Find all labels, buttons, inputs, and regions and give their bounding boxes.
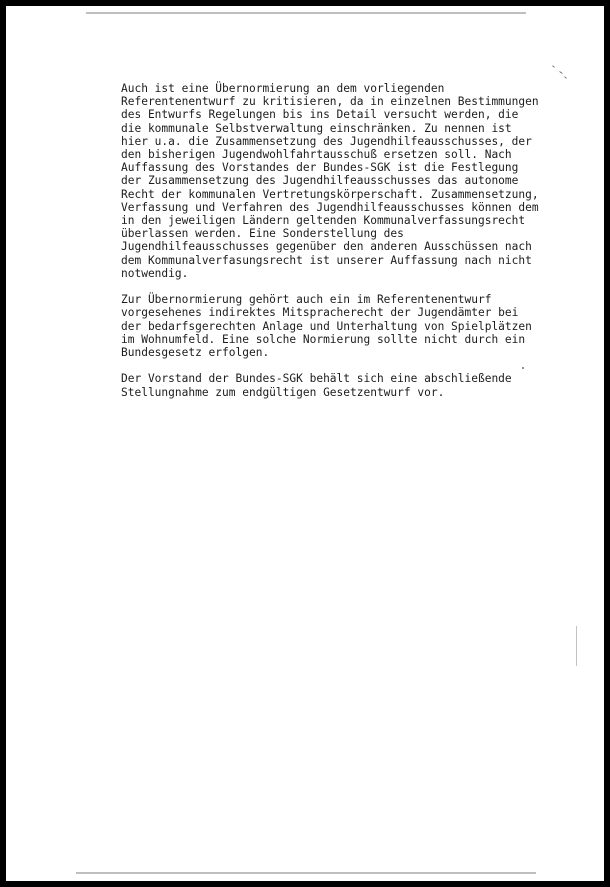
text-line: Stellungnahme zum endgültigen Gesetzentwurf vor. [121,385,445,399]
text-line: vorgesehenes indirektes Mitspracherecht der Jugendämter bei [121,306,519,320]
text-line: Zur Übernormierung gehört auch ein im Referentenentwurf [121,293,492,307]
text-line: in den jeweiligen Ländern geltenden Kommunalverfassungsrecht [121,214,526,228]
text-line: den bisherigen Jugendwohlfahrtausschuß ersetzen soll. Nach [121,148,512,162]
text-line: der bedarfsgerechten Anlage und Unterhaltung von Spielplätzen [121,319,532,333]
text-line: der Zusammensetzung des Jugendhilfeausschusses das autonome [121,174,519,188]
text-line: überlassen werden. Eine Sonderstellung des [121,227,404,241]
scan-speck [564,76,567,79]
text-line: Bundesgesetz erfolgen. [121,346,270,360]
text-line: Referentenentwurf zu kritisieren, da in einzelnen Bestimmungen [121,95,539,109]
text-line: Auffassung des Vorstandes der Bundes-SGK ist die Festlegung [121,161,519,175]
scan-artifact-bottom [76,872,536,874]
text-line: Jugendhilfeausschusses gegenüber den anderen Ausschüssen nach [121,240,532,254]
paragraph-uebernormierung [121,82,551,280]
text-line: notwendig. [121,266,189,280]
text-line: Recht der kommunalen Vertretungskörperschaft. Zusammensetzung, [121,187,539,201]
scan-speck [576,626,577,666]
text-line: im Wohnumfeld. Eine solche Normierung sollte nicht durch ein [121,332,526,346]
text-line: dem Kommunalverfasungsrecht ist unserer Auffassung nach nicht [121,253,532,267]
text-line: Der Vorstand der Bundes-SGK behält sich eine abschließende [121,372,512,386]
text-line: Verfassung und Verfahren des Jugendhilfeausschusses können dem [121,200,539,214]
text-line: die kommunale Selbstverwaltung einschränken. Zu nennen ist [121,121,512,135]
scan-speck [552,65,555,68]
text-line: des Entwurfs Regelungen bis ins Detail versucht werden, die [121,108,519,122]
scan-artifact-top [86,12,526,14]
text-line: Auch ist eine Übernormierung an dem vorliegenden [121,82,445,95]
paragraph-mitspracherecht [121,293,551,359]
scan-speck [559,71,563,74]
text-line: hier u.a. die Zusammensetzung des Jugendhilfeausschusses, der [121,134,532,148]
document-page [6,6,604,881]
paragraph-stellungnahme [121,372,551,398]
letter-body [121,82,551,412]
